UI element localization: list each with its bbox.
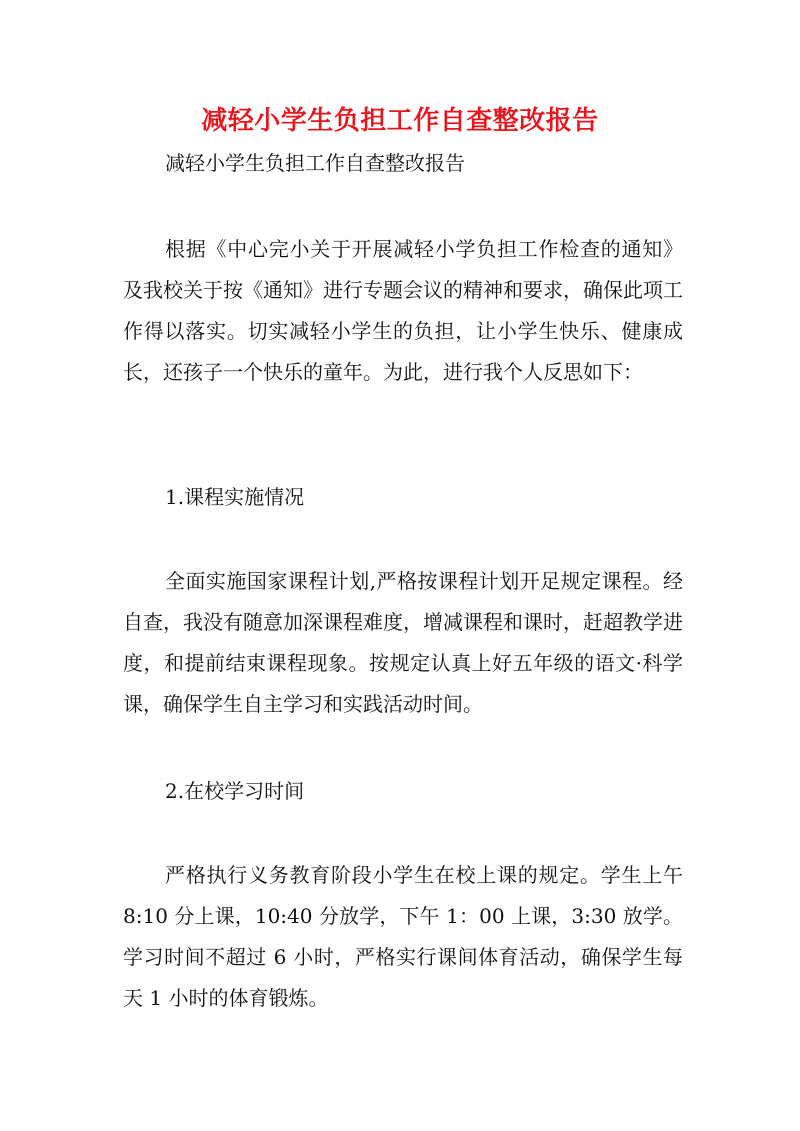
section-paragraph-study-time: 严格执行义务教育阶段小学生在校上课的规定。学生上午 8:10 分上课，10:40 分放学，下午 1：00 上课，3:30 放学。学习时间不超过 6 小时，严格实行课间体育活动，确保学生每天 1 小时的体育锻炼。: [123, 863, 683, 1010]
intro-paragraph: 根据《中心完小关于开展减轻小学负担工作检查的通知》及我校关于按《通知》进行专题会议的精神和要求，确保此项工作得以落实。切实减轻小学生的负担，让小学生快乐、健康成长，还孩子一个快乐的童年。为此，进行我个人反思如下：: [123, 237, 683, 384]
section-heading-study-time: 2.在校学习时间: [165, 779, 305, 803]
document-subtitle: 减轻小学生负担工作自查整改报告: [165, 151, 465, 175]
document-title: 减轻小学生负担工作自查整改报告: [201, 106, 599, 136]
section-heading-course: 1.课程实施情况: [165, 485, 305, 509]
section-paragraph-course: 全面实施国家课程计划,严格按课程计划开足规定课程。经自查，我没有随意加深课程难度，增减课程和课时，赶超教学进度，和提前结束课程现象。按规定认真上好五年级的语文·科学课，确保学生自主学习和实践活动时间。: [123, 569, 683, 716]
